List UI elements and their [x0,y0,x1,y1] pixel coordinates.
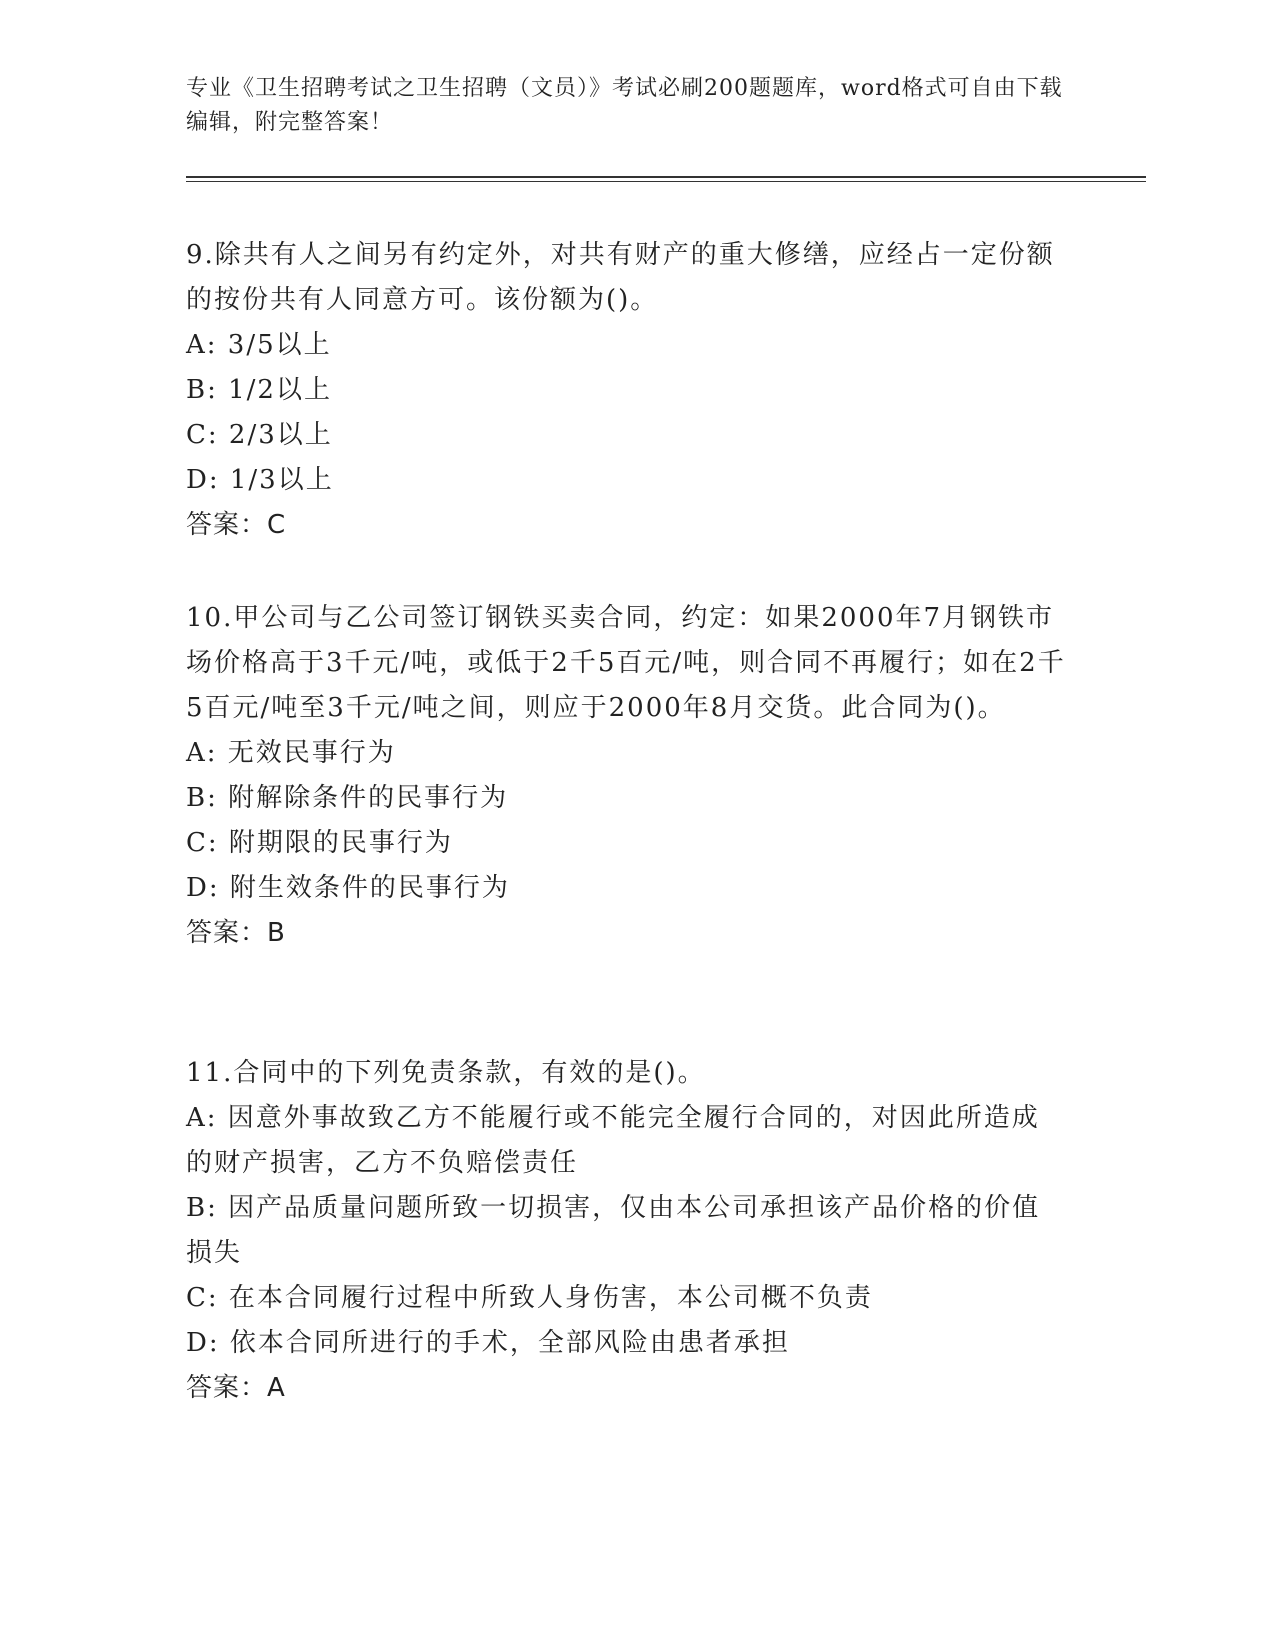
option-b: B: 1/2以上 [186,375,332,405]
question-stem: 9.除共有人之间另有约定外，对共有财产的重大修缮，应经占一定份额的按份共有人同意方可。该份额为()。 [186,240,1055,315]
answer-line: 答案：A [186,1373,286,1403]
option-a: A: 因意外事故致乙方不能履行或不能完全履行合同的，对因此所造成的财产损害，乙方不负赔偿责任 [186,1103,1040,1178]
option-d: D: 1/3以上 [186,465,334,495]
question-10 [186,596,1066,956]
question-stem: 10.甲公司与乙公司签订钢铁买卖合同，约定：如果2000年7月钢铁市场价格高于3千元/吨，或低于2千5百元/吨，则合同不再履行；如在2千5百元/吨至3千元/吨之间，则应于2000年8月交货。此合同为()。 [186,603,1066,723]
option-c: C: 2/3以上 [186,420,333,450]
option-c: C: 附期限的民事行为 [186,828,453,858]
header-divider-thick [186,176,1146,178]
question-11 [186,1051,1066,1411]
question-stem: 11.合同中的下列免责条款，有效的是()。 [186,1058,706,1088]
option-b: B: 附解除条件的民事行为 [186,783,509,813]
option-c: C: 在本合同履行过程中所致人身伤害，本公司概不负责 [186,1283,873,1313]
document-header: 专业《卫生招聘考试之卫生招聘（文员）》考试必刷200题题库，word格式可自由下载编辑，附完整答案！ [186,76,1063,135]
header-divider-thin [186,181,1146,182]
option-a: A: 无效民事行为 [186,738,396,768]
option-a: A: 3/5以上 [186,330,332,360]
answer-line: 答案：C [186,510,287,540]
option-b: B: 因产品质量问题所致一切损害，仅由本公司承担该产品价格的价值损失 [186,1193,1041,1268]
question-9 [186,233,1066,548]
option-d: D: 附生效条件的民事行为 [186,873,510,903]
answer-line: 答案：B [186,918,286,948]
option-d: D: 依本合同所进行的手术，全部风险由患者承担 [186,1328,790,1358]
